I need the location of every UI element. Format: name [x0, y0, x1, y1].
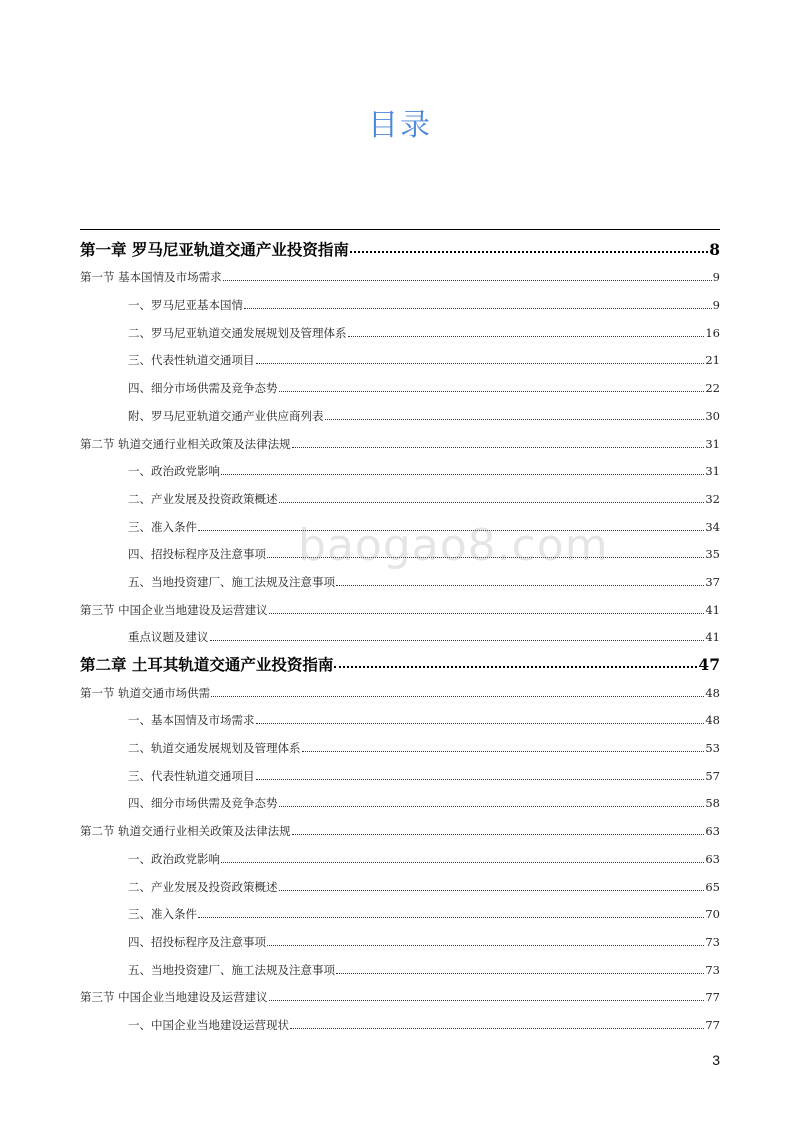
dot-leader [290, 1027, 704, 1029]
toc-entry[interactable] [80, 478, 720, 506]
dot-leader [198, 916, 704, 918]
dot-leader [279, 889, 705, 891]
toc-entry-title: 五、当地投资建厂、施工法规及注意事项 [128, 962, 335, 977]
toc-entry[interactable] [80, 700, 720, 728]
toc-entry-title: 二、罗马尼亚轨道交通发展规划及管理体系 [128, 325, 347, 340]
toc-entry-page: 65 [705, 879, 720, 894]
toc-entry[interactable] [80, 589, 720, 617]
toc-entry-page: 77 [705, 990, 720, 1005]
toc-entry-title: 四、招投标程序及注意事项 [128, 934, 266, 949]
toc-chapter-entry[interactable] [80, 229, 720, 257]
toc-entry-page: 63 [705, 851, 720, 866]
toc-entry-title: 一、基本国情及市场需求 [128, 713, 255, 728]
dot-leader [256, 722, 705, 724]
toc-entry[interactable] [80, 423, 720, 451]
dot-leader [348, 335, 705, 337]
dot-leader [292, 446, 705, 448]
toc-entry-title: 第三节 中国企业当地建设及运营建议 [80, 602, 268, 617]
page-title: 目录 [368, 108, 432, 143]
toc-entry[interactable] [80, 395, 720, 423]
toc-entry-title: 附、罗马尼亚轨道交通产业供应商列表 [128, 408, 324, 423]
dot-leader [221, 861, 704, 863]
toc-entry-title: 五、当地投资建厂、施工法规及注意事项 [128, 574, 335, 589]
toc-entry-page: 8 [709, 239, 720, 259]
toc-entry[interactable] [80, 451, 720, 479]
dot-leader [256, 362, 705, 364]
toc-entry-page: 9 [712, 298, 720, 313]
toc-entry[interactable] [80, 617, 720, 645]
toc-entry-page: 35 [705, 547, 720, 562]
toc-entry[interactable] [80, 866, 720, 894]
toc-entry-title: 四、细分市场供需及竞争态势 [128, 381, 278, 396]
toc-entry-page: 30 [705, 408, 720, 423]
page-number: 3 [712, 1052, 720, 1068]
toc-entry[interactable] [80, 894, 720, 922]
toc-entry[interactable] [80, 727, 720, 755]
toc-entry[interactable] [80, 949, 720, 977]
dot-leader [325, 418, 705, 420]
toc-entry-title: 一、政治政党影响 [128, 851, 220, 866]
toc-entry-page: 22 [705, 381, 720, 396]
toc-entry-title: 第一章 罗马尼亚轨道交通产业投资指南 [80, 239, 349, 259]
toc-entry-page: 32 [705, 491, 720, 506]
dot-leader [279, 390, 705, 392]
toc-entry-title: 第一节 基本国情及市场需求 [80, 270, 222, 285]
toc-entry[interactable] [80, 977, 720, 1005]
toc-entry-page: 77 [705, 1017, 720, 1032]
toc-entry[interactable] [80, 284, 720, 312]
toc-entry-page: 16 [705, 325, 720, 340]
dot-leader [244, 307, 712, 309]
toc-entry-title: 四、招投标程序及注意事项 [128, 547, 266, 562]
toc-entry-page: 41 [705, 630, 720, 645]
toc-entry[interactable] [80, 312, 720, 340]
toc-entry-title: 第一节 轨道交通市场供需 [80, 685, 211, 700]
toc-entry-page: 48 [705, 685, 720, 700]
dot-leader [336, 584, 704, 586]
dot-leader [279, 805, 705, 807]
toc-entry-page: 37 [705, 574, 720, 589]
toc-entry[interactable] [80, 367, 720, 395]
dot-leader [269, 612, 705, 614]
toc-entry-title: 重点议题及建议 [128, 630, 209, 645]
dot-leader [210, 639, 705, 641]
dot-leader [350, 250, 708, 253]
toc-entry-page: 31 [705, 436, 720, 451]
toc-entry[interactable] [80, 257, 720, 285]
toc-entry-title: 第二节 轨道交通行业相关政策及法律法规 [80, 436, 291, 451]
toc-entry-title: 四、细分市场供需及竞争态势 [128, 796, 278, 811]
toc-chapter-entry[interactable] [80, 644, 720, 672]
dot-leader [269, 999, 705, 1001]
toc-entry-title: 二、产业发展及投资政策概述 [128, 879, 278, 894]
toc-entry-title: 三、代表性轨道交通项目 [128, 768, 255, 783]
toc-entry-page: 47 [698, 655, 720, 674]
dot-leader [223, 279, 712, 281]
dot-leader [256, 778, 705, 780]
toc-entry-page: 34 [705, 519, 720, 534]
toc-entry-page: 70 [705, 907, 720, 922]
toc-entry[interactable] [80, 838, 720, 866]
dot-leader [279, 501, 705, 503]
toc-entry[interactable] [80, 921, 720, 949]
toc-entry[interactable] [80, 755, 720, 783]
toc-entry-title: 第二节 轨道交通行业相关政策及法律法规 [80, 824, 291, 839]
toc-entry[interactable] [80, 1004, 720, 1032]
table-of-contents [80, 229, 720, 1032]
toc-entry-title: 三、准入条件 [128, 519, 197, 534]
dot-leader [336, 972, 704, 974]
toc-entry-page: 21 [705, 353, 720, 368]
dot-leader [334, 665, 697, 668]
toc-entry-page: 63 [705, 824, 720, 839]
toc-entry-page: 48 [705, 713, 720, 728]
dot-leader [292, 833, 705, 835]
toc-entry-page: 41 [705, 602, 720, 617]
toc-entry-page: 58 [705, 796, 720, 811]
toc-entry-page: 73 [705, 934, 720, 949]
dot-leader [267, 944, 704, 946]
toc-entry-page: 73 [705, 962, 720, 977]
toc-entry-page: 57 [705, 768, 720, 783]
toc-entry-page: 53 [705, 741, 720, 756]
toc-entry-title: 二、轨道交通发展规划及管理体系 [128, 741, 301, 756]
watermark: baogao8.com [298, 520, 609, 571]
toc-entry-title: 一、罗马尼亚基本国情 [128, 298, 243, 313]
dot-leader [302, 750, 705, 752]
toc-entry-title: 三、准入条件 [128, 907, 197, 922]
toc-entry[interactable] [80, 672, 720, 700]
toc-entry[interactable] [80, 810, 720, 838]
toc-entry-title: 三、代表性轨道交通项目 [128, 353, 255, 368]
toc-entry-title: 第二章 土耳其轨道交通产业投资指南 [80, 655, 334, 674]
dot-leader [221, 473, 704, 475]
dot-leader [211, 695, 704, 697]
toc-entry[interactable] [80, 340, 720, 368]
toc-entry-title: 一、中国企业当地建设运营现状 [128, 1017, 289, 1032]
toc-entry-title: 一、政治政党影响 [128, 464, 220, 479]
toc-entry-title: 第三节 中国企业当地建设及运营建议 [80, 990, 268, 1005]
toc-entry-page: 9 [712, 270, 720, 285]
toc-entry[interactable] [80, 783, 720, 811]
toc-entry-title: 二、产业发展及投资政策概述 [128, 491, 278, 506]
toc-entry-page: 31 [705, 464, 720, 479]
